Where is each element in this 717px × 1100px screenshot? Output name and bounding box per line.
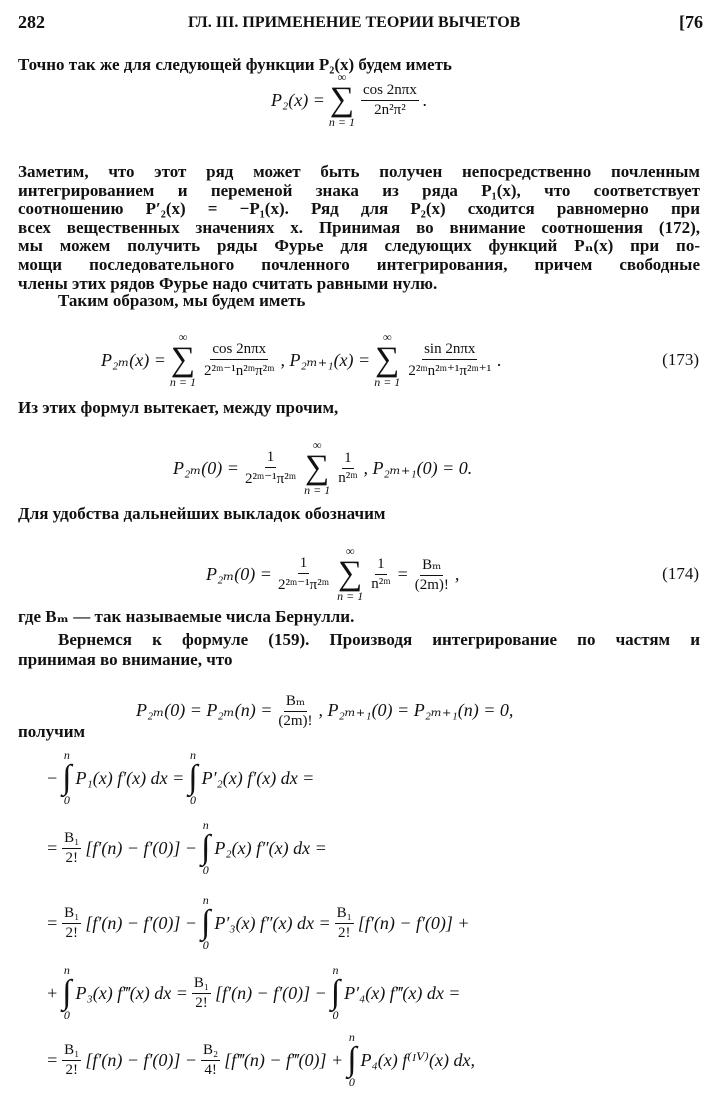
formula-text: [f′(n) − f′(0)] − [85,1049,198,1070]
formula-text: [f′(n) − f′(0)] − [215,982,327,1003]
fraction [62,830,81,867]
numerator: Bₘ [420,555,443,576]
numerator: 1 [342,450,354,469]
denominator: 2! [338,924,351,941]
text-line: принимая во внимание, что [18,650,233,669]
upper-limit: ∞ [337,70,347,84]
lower-limit: n = 1 [374,375,401,389]
equation-number: (173) [662,350,699,369]
summation [304,439,330,497]
integral [201,894,210,952]
formula-text: [f′(n) − f′(0)] + [357,912,470,933]
formula-text: P₂(x) f″(x) dx = [214,837,327,858]
upper-limit: ∞ [178,330,188,344]
numerator: sin 2nπx [422,341,477,360]
formula-text: P₃(x) f‴(x) dx = [75,982,188,1003]
formula-text: P₂ₘ(0) = [173,457,239,478]
denominator: 2! [195,994,208,1011]
formula-text: P₁(x) f′(x) dx = [75,767,185,788]
formula-text: , [454,563,460,584]
upper-limit: n [348,1030,355,1044]
fraction [276,691,314,730]
fraction [369,556,392,593]
text-line: Из этих формул вытекает, между прочим, [18,398,339,417]
sigma-symbol: ∑ [338,555,363,592]
integral [62,749,71,807]
formula-text: [f′(n) − f′(0)] − [85,912,198,933]
formula-text: , P₂ₘ₊₁(0) = P₂ₘ₊₁(n) = 0, [318,699,514,720]
formula-text: = [396,563,409,584]
upper-limit: n [332,963,339,977]
numerator: Bₘ [284,691,307,712]
fraction [276,555,331,594]
sigma-symbol: ∑ [329,81,355,118]
page-number: 282 [18,12,45,32]
formula-text: P₂ₘ(0) = P₂ₘ(n) = [136,699,273,720]
fraction [202,341,276,380]
formula [135,672,514,748]
integral-symbol: ∫ [62,759,72,796]
fraction [243,449,298,488]
denominator: n²ᵐ [338,469,358,486]
lower-limit: 0 [202,863,209,877]
denominator: 4! [204,1061,217,1078]
numerator: B₁ [62,1042,81,1061]
upper-limit: n [189,748,196,762]
integral [347,1031,356,1089]
integral [201,819,210,877]
formula-text: P′₃(x) f″(x) dx = [214,912,331,933]
integral-symbol: ∫ [347,1041,357,1078]
summation [329,71,355,129]
formula-text: [f‴(n) − f‴(0)] + [224,1049,344,1070]
lower-limit: n = 1 [304,483,331,497]
denominator: 2! [65,924,79,941]
numerator: B₁ [335,905,354,924]
numerator: 1 [298,555,310,574]
upper-limit: ∞ [345,544,355,558]
formula-text: P₂(x) = [271,89,325,110]
text-line: Вернемся к формуле (159). Производя интегрирование по частям и [58,630,700,649]
upper-limit: ∞ [382,330,392,344]
summation [374,331,400,389]
summation [170,331,196,389]
numerator: B₁ [62,905,81,924]
text-line: мощи последовательного почленного интегрирования, причем свободные [18,255,700,274]
text-line: Точно так же для следующей функции P₂(x) будем иметь [18,55,452,74]
numerator: cos 2nπx [210,341,268,360]
denominator: (2m)! [278,712,313,729]
fraction [192,975,211,1012]
equation-number: (174) [662,564,699,583]
sigma-symbol: ∑ [170,341,196,378]
formula-text: P₂ₘ(x) = [101,349,166,370]
denominator: 2n²π² [374,101,406,118]
lower-limit: 0 [63,793,70,807]
formula [45,955,461,1031]
fraction [336,450,359,487]
denominator: n²ᵐ [371,575,391,592]
formula [45,740,315,816]
integral-symbol: ∫ [201,904,211,941]
integral [62,964,71,1022]
upper-limit: ∞ [312,438,322,452]
formula-text: = [46,912,59,933]
integral-symbol: ∫ [201,829,211,866]
formula-text: = [46,837,59,858]
lower-limit: n = 1 [169,375,197,389]
integral [188,749,197,807]
formula-text: P₄(x) f⁽ᴵⱽ⁾(x) dx, [360,1049,475,1070]
formula-text: [f′(n) − f′(0)] − [85,837,198,858]
sigma-symbol: ∑ [375,341,400,378]
lower-limit: 0 [63,1008,70,1022]
text-line: всех вещественных значениях x. Принимая во внимание соотношения (172), [18,217,700,237]
formula [205,536,460,612]
lower-limit: 0 [348,1075,355,1089]
integral-symbol: ∫ [62,974,72,1011]
formula-text: P′₄(x) f‴(x) dx = [344,982,461,1003]
fraction [361,82,419,119]
numerator: B₁ [62,830,81,849]
formula-text: P′₂(x) f′(x) dx = [201,767,315,788]
text-line: получим [18,722,86,741]
text-line: члены этих рядов Фурье надо считать равными нулю. [18,273,438,293]
formula [172,430,473,506]
lower-limit: 0 [202,938,209,952]
fraction [62,905,81,942]
numerator: cos 2nπx [361,82,419,101]
lower-limit: n = 1 [337,589,364,603]
formula-text: + [46,982,59,1003]
formula-text: P₂ₘ(0) = [206,563,272,584]
denominator: (2m)! [414,576,449,593]
text-line: Таким образом, мы будем иметь [58,291,306,310]
fraction [62,1042,81,1079]
denominator: 2! [65,1061,79,1078]
text-line: соотношению P′₂(x) = −P₁(x). Ряд для P₂(x) сходится равномерно при [18,199,700,219]
denominator: 2! [65,849,79,866]
numerator: B₁ [192,975,211,994]
formula-text: = [46,1049,59,1070]
lower-limit: 0 [189,793,196,807]
text-line: Для удобства дальнейших выкладок обозначим [18,504,386,523]
formula-text: , P₂ₘ₊₁(0) = 0. [363,457,473,478]
formula [45,885,471,961]
upper-limit: n [63,963,70,977]
upper-limit: n [63,748,70,762]
chapter-title: ГЛ. III. ПРИМЕНЕНИЕ ТЕОРИИ ВЫЧЕТОВ [188,14,521,31]
fraction [335,905,354,942]
text-line: интегрированием и переменой знака из ряда P₁(x), что соответствует [18,180,700,200]
section-marker: [76 [679,12,703,32]
formula [100,322,503,398]
denominator: 2²ᵐ⁻¹π²ᵐ [244,470,297,487]
integral-symbol: ∫ [330,974,341,1011]
integral [331,964,340,1022]
denominator: 2²ᵐn²ᵐ⁺¹π²ᵐ⁺¹ [408,362,492,379]
text-line: где Bₘ — так называемые числа Бернулли. [18,607,355,626]
numerator: B₂ [201,1042,220,1061]
formula-text: , P₂ₘ₊₁(x) = [280,349,371,370]
sigma-symbol: ∑ [305,449,330,486]
formula-text: . [422,89,428,110]
fraction [201,1042,220,1079]
formula [45,1022,476,1098]
formula [270,62,428,138]
formula-text: − [46,767,59,788]
summation [337,545,363,603]
numerator: 1 [375,556,387,575]
integral-symbol: ∫ [188,759,198,796]
numerator: 1 [265,449,277,468]
fraction [406,341,493,380]
formula [45,810,328,886]
formula-text: . [497,349,502,370]
lower-limit: n = 1 [328,115,355,129]
text-line: мы можем получить ряды Фурье для следующих функций Pₙ(x) при по- [18,236,700,256]
denominator: 2²ᵐ⁻¹π²ᵐ [277,576,330,593]
fraction [413,555,451,594]
upper-limit: n [202,893,209,907]
text-line: Заметим, что этот ряд может быть получен непосредственно почленным [18,162,700,181]
upper-limit: n [202,818,209,832]
lower-limit: 0 [332,1008,339,1022]
denominator: 2²ᵐ⁻¹n²ᵐπ²ᵐ [204,362,275,379]
